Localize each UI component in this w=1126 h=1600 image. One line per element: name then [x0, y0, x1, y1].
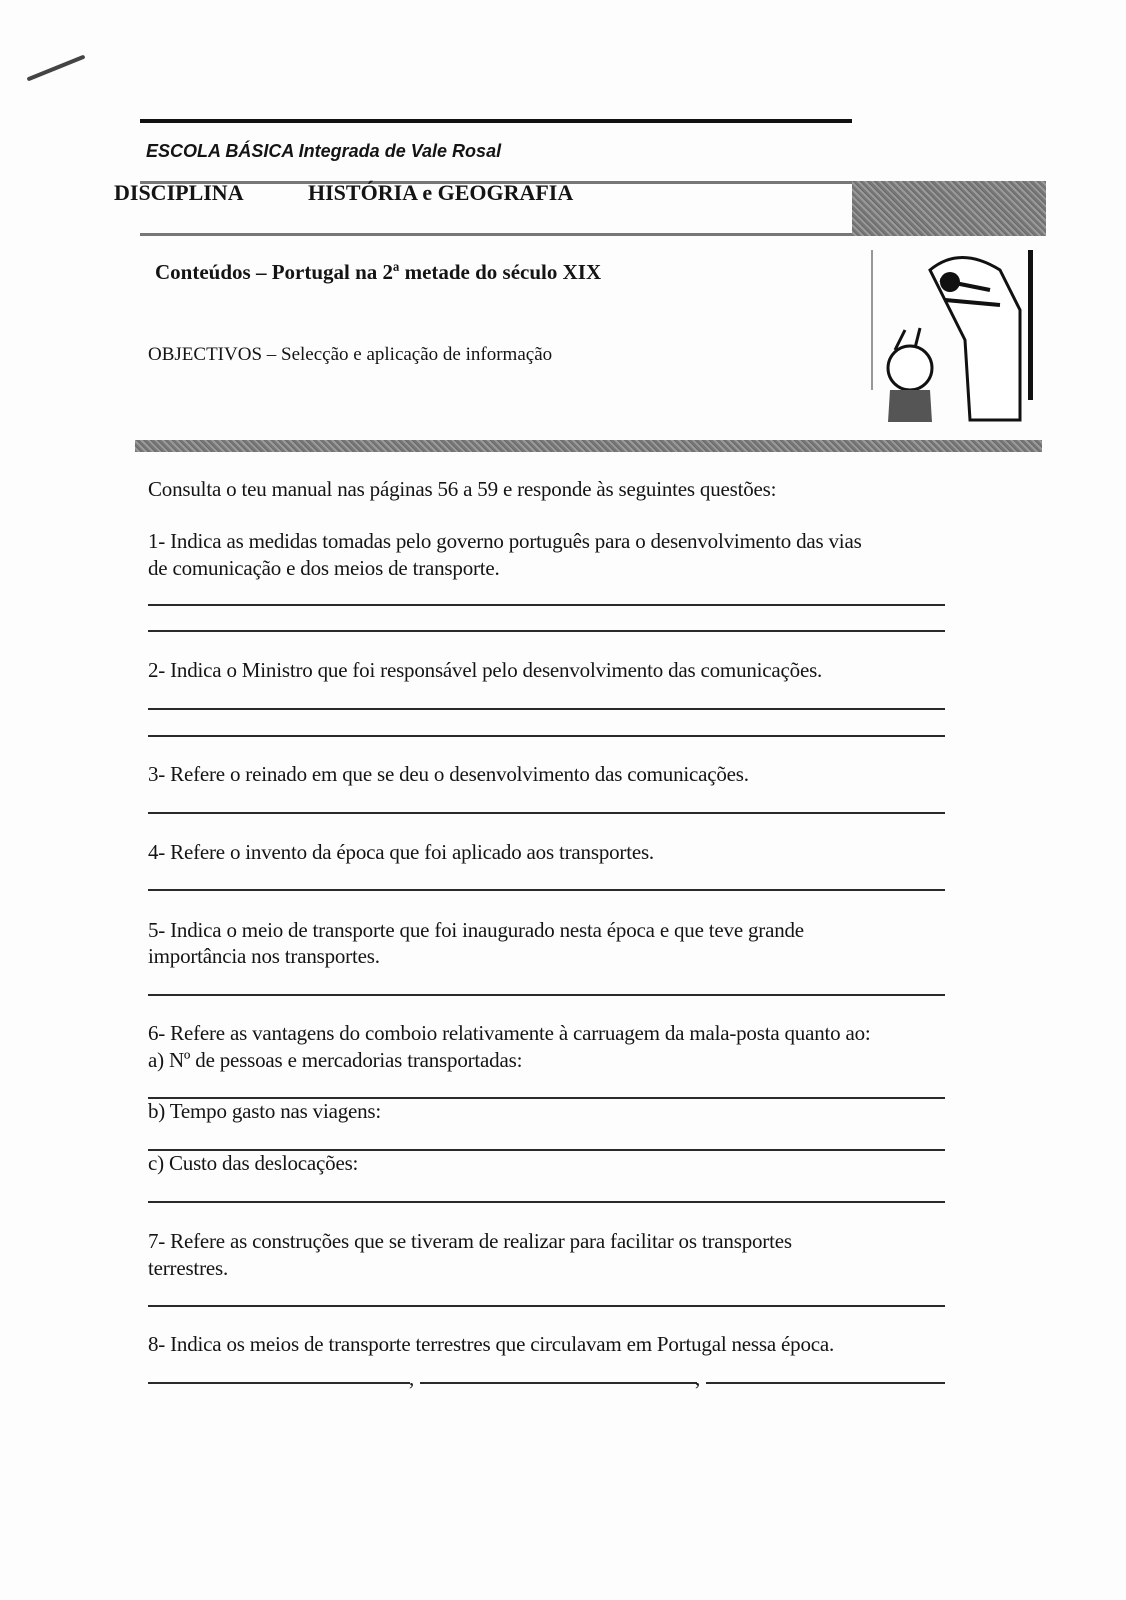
discipline-label: DISCIPLINA — [114, 180, 244, 205]
top-rule — [140, 119, 852, 123]
objectives-heading: OBJECTIVOS – Selecção e aplicação de informação — [148, 344, 553, 365]
separator-comma-1: , — [409, 1366, 415, 1390]
school-name: ESCOLA BÁSICA Integrada de Vale Rosal — [146, 141, 502, 161]
question-5-cont: importância nos transportes. — [148, 944, 380, 968]
question-5: 5- Indica o meio de transporte que foi inaugurado nesta época e que teve grande — [148, 918, 804, 942]
pen-mark — [27, 55, 86, 82]
question-8: 8- Indica os meios de transporte terrestres que circulavam em Portugal nessa época. — [148, 1332, 835, 1356]
question-6c: c) Custo das deslocações: — [148, 1151, 359, 1175]
answer-line-1b[interactable] — [148, 630, 945, 632]
answer-line-8a[interactable] — [148, 1382, 410, 1384]
question-6a: a) Nº de pessoas e mercadorias transportadas: — [148, 1048, 523, 1072]
question-4: 4- Refere o invento da época que foi aplicado aos transportes. — [148, 840, 654, 864]
answer-line-5[interactable] — [148, 994, 945, 996]
answer-line-1a[interactable] — [148, 604, 945, 606]
question-3: 3- Refere o reinado em que se deu o desenvolvimento das comunicações. — [148, 762, 749, 786]
answer-line-8c[interactable] — [706, 1382, 945, 1384]
question-2: 2- Indica o Ministro que foi responsável pelo desenvolvimento das comunicações. — [148, 658, 823, 682]
discipline-value: HISTÓRIA e GEOGRAFIA — [308, 180, 574, 205]
contents-heading: Conteúdos – Portugal na 2ª metade do século XIX — [155, 260, 602, 284]
question-7-cont: terrestres. — [148, 1256, 229, 1280]
answer-line-2a[interactable] — [148, 708, 945, 710]
question-1: 1- Indica as medidas tomadas pelo governo português para o desenvolvimento das vias — [148, 529, 862, 553]
question-6b: b) Tempo gasto nas viagens: — [148, 1099, 382, 1123]
answer-line-2b[interactable] — [148, 735, 945, 737]
answer-line-7[interactable] — [148, 1305, 945, 1307]
question-1-cont: de comunicação e dos meios de transporte. — [148, 556, 500, 580]
question-7: 7- Refere as construções que se tiveram de realizar para facilitar os transportes — [148, 1229, 792, 1253]
answer-line-8b[interactable] — [420, 1382, 697, 1384]
question-6: 6- Refere as vantagens do comboio relativamente à carruagem da mala-posta quanto ao: — [148, 1021, 871, 1045]
discipline-bottom-rule — [140, 233, 852, 236]
answer-line-3[interactable] — [148, 812, 945, 814]
answer-line-4[interactable] — [148, 889, 945, 891]
separator-comma-2: , — [695, 1366, 701, 1390]
answer-line-6c[interactable] — [148, 1201, 945, 1203]
header-divider-bar — [135, 440, 1042, 452]
instructions: Consulta o teu manual nas páginas 56 a 59 e responde às seguintes questões: — [148, 477, 777, 501]
discipline-shaded-block — [852, 181, 1046, 236]
cartoon-image — [870, 250, 1042, 422]
